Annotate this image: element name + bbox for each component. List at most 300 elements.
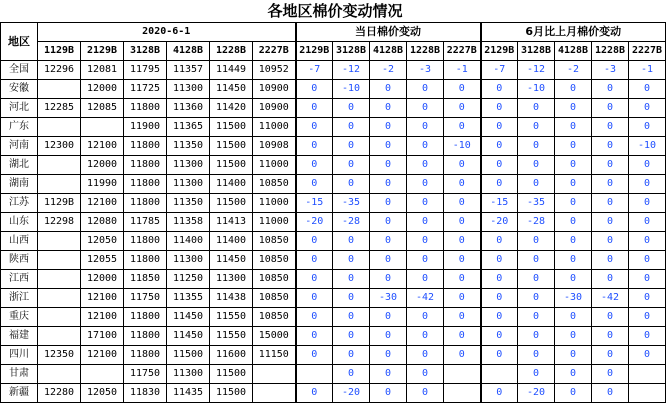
price-cell: 10908 bbox=[253, 137, 296, 156]
monthly-change-cell: 0 bbox=[518, 327, 555, 346]
price-cell: 11300 bbox=[210, 270, 253, 289]
monthly-change-cell: 0 bbox=[555, 384, 592, 403]
price-cell: 12081 bbox=[81, 61, 124, 80]
monthly-change-cell: 0 bbox=[481, 327, 518, 346]
price-cell: 11800 bbox=[124, 346, 167, 365]
monthly-change-cell: 0 bbox=[555, 99, 592, 118]
daily-change-cell: 0 bbox=[407, 251, 444, 270]
price-col-header: 1129B bbox=[38, 42, 81, 61]
daily-change-cell: 0 bbox=[333, 346, 370, 365]
daily-change-cell: 0 bbox=[407, 99, 444, 118]
monthly-change-cell: 0 bbox=[555, 137, 592, 156]
monthly-change-cell: -20 bbox=[518, 384, 555, 403]
price-col-header: 2227B bbox=[253, 42, 296, 61]
price-cell: 10850 bbox=[253, 251, 296, 270]
daily-change-cell: 0 bbox=[333, 289, 370, 308]
price-cell: 11750 bbox=[124, 365, 167, 384]
price-cell: 11725 bbox=[124, 80, 167, 99]
monthly-change-cell: 0 bbox=[481, 80, 518, 99]
price-cell: 11500 bbox=[210, 365, 253, 384]
price-cell bbox=[38, 308, 81, 327]
price-cell: 12285 bbox=[38, 99, 81, 118]
price-cell: 11150 bbox=[253, 346, 296, 365]
price-cell: 11800 bbox=[124, 156, 167, 175]
daily-change-cell: 0 bbox=[333, 365, 370, 384]
monthly-change-cell: 0 bbox=[592, 213, 629, 232]
price-cell: 11350 bbox=[167, 137, 210, 156]
monthly-change-cell: 0 bbox=[592, 384, 629, 403]
daily-change-cell: 0 bbox=[407, 137, 444, 156]
price-cell: 11300 bbox=[167, 251, 210, 270]
price-cell: 11355 bbox=[167, 289, 210, 308]
price-cell: 1129B bbox=[38, 194, 81, 213]
page-title: 各地区棉价变动情况 bbox=[267, 2, 403, 20]
monthly-change-cell: 0 bbox=[518, 118, 555, 137]
daily-change-cell: -28 bbox=[333, 213, 370, 232]
daily-change-cell: -12 bbox=[333, 61, 370, 80]
region-cell: 全国 bbox=[1, 61, 38, 80]
daily-change-cell: 0 bbox=[407, 175, 444, 194]
price-cell: 11795 bbox=[124, 61, 167, 80]
daily-change-cell: 0 bbox=[296, 251, 333, 270]
price-cell bbox=[38, 270, 81, 289]
daily-change-cell: 0 bbox=[444, 213, 481, 232]
region-cell: 陕西 bbox=[1, 251, 38, 270]
monthly-change-cell: 0 bbox=[555, 251, 592, 270]
price-cell: 12080 bbox=[81, 213, 124, 232]
monthly-change-cell: 0 bbox=[518, 99, 555, 118]
monthly-change-cell: 0 bbox=[555, 232, 592, 251]
daily-change-cell: 0 bbox=[444, 308, 481, 327]
table-row bbox=[1, 80, 666, 99]
table-row bbox=[1, 365, 666, 384]
region-cell: 广东 bbox=[1, 118, 38, 137]
daily-col-header: 2129B bbox=[296, 42, 333, 61]
daily-change-cell: 0 bbox=[444, 346, 481, 365]
table-row bbox=[1, 270, 666, 289]
monthly-change-cell: 0 bbox=[518, 365, 555, 384]
price-cell: 12100 bbox=[81, 137, 124, 156]
table-body bbox=[1, 61, 666, 403]
daily-change-cell: 0 bbox=[407, 384, 444, 403]
region-cell: 湖北 bbox=[1, 156, 38, 175]
monthly-col-header: 2227B bbox=[629, 42, 666, 61]
daily-change-cell: -42 bbox=[407, 289, 444, 308]
monthly-change-cell: 0 bbox=[518, 232, 555, 251]
price-col-header: 1228B bbox=[210, 42, 253, 61]
daily-change-cell: 0 bbox=[444, 156, 481, 175]
price-cell: 11500 bbox=[210, 118, 253, 137]
monthly-change-cell: 0 bbox=[592, 346, 629, 365]
monthly-change-cell: 0 bbox=[629, 99, 666, 118]
price-cell: 11300 bbox=[167, 365, 210, 384]
price-cell: 11450 bbox=[210, 251, 253, 270]
table-row bbox=[1, 346, 666, 365]
daily-change-cell: 0 bbox=[407, 327, 444, 346]
monthly-change-cell: -3 bbox=[592, 61, 629, 80]
monthly-change-cell: 0 bbox=[555, 80, 592, 99]
monthly-change-cell: 0 bbox=[555, 270, 592, 289]
monthly-change-cell: 0 bbox=[518, 175, 555, 194]
daily-change-cell: 0 bbox=[296, 270, 333, 289]
daily-change-cell: 0 bbox=[333, 118, 370, 137]
price-col-header: 2129B bbox=[81, 42, 124, 61]
daily-change-cell: 0 bbox=[370, 384, 407, 403]
price-cell: 11300 bbox=[167, 175, 210, 194]
daily-change-cell: 0 bbox=[444, 175, 481, 194]
monthly-change-cell: -1 bbox=[629, 61, 666, 80]
price-cell: 11500 bbox=[210, 194, 253, 213]
daily-change-cell: 0 bbox=[444, 289, 481, 308]
monthly-change-cell: 0 bbox=[592, 156, 629, 175]
region-cell: 甘肃 bbox=[1, 365, 38, 384]
monthly-change-cell: -10 bbox=[629, 137, 666, 156]
price-cell: 11600 bbox=[210, 346, 253, 365]
price-cell: 11420 bbox=[210, 99, 253, 118]
daily-change-cell: 0 bbox=[333, 156, 370, 175]
daily-change-cell: 0 bbox=[370, 213, 407, 232]
monthly-change-cell: 0 bbox=[481, 308, 518, 327]
monthly-change-cell: 0 bbox=[592, 80, 629, 99]
price-cell: 11800 bbox=[124, 251, 167, 270]
price-cell: 11000 bbox=[253, 194, 296, 213]
daily-change-cell: 0 bbox=[407, 194, 444, 213]
price-cell: 12350 bbox=[38, 346, 81, 365]
daily-change-cell: 0 bbox=[296, 118, 333, 137]
price-cell bbox=[38, 175, 81, 194]
daily-change-cell: 0 bbox=[444, 232, 481, 251]
table-row bbox=[1, 118, 666, 137]
daily-change-cell: 0 bbox=[296, 99, 333, 118]
daily-change-cell: 0 bbox=[407, 213, 444, 232]
daily-change-cell: 0 bbox=[370, 251, 407, 270]
daily-change-cell: -3 bbox=[407, 61, 444, 80]
daily-change-cell: 0 bbox=[333, 308, 370, 327]
price-cell: 11000 bbox=[253, 118, 296, 137]
price-col-header: 3128B bbox=[124, 42, 167, 61]
daily-change-cell: 0 bbox=[333, 327, 370, 346]
price-cell: 11438 bbox=[210, 289, 253, 308]
price-cell: 11800 bbox=[124, 137, 167, 156]
price-cell bbox=[38, 232, 81, 251]
price-cell: 11550 bbox=[210, 327, 253, 346]
region-cell: 重庆 bbox=[1, 308, 38, 327]
monthly-change-cell: 0 bbox=[481, 346, 518, 365]
price-cell: 11000 bbox=[253, 156, 296, 175]
price-cell: 17100 bbox=[81, 327, 124, 346]
price-cell: 11450 bbox=[167, 308, 210, 327]
table-row bbox=[1, 213, 666, 232]
daily-change-cell: -7 bbox=[296, 61, 333, 80]
price-cell: 11800 bbox=[124, 308, 167, 327]
price-cell: 11750 bbox=[124, 289, 167, 308]
monthly-change-cell: 0 bbox=[481, 384, 518, 403]
price-cell: 11449 bbox=[210, 61, 253, 80]
monthly-change-cell: 0 bbox=[555, 213, 592, 232]
price-cell bbox=[38, 156, 81, 175]
price-cell: 12000 bbox=[81, 156, 124, 175]
monthly-change-cell: 0 bbox=[555, 308, 592, 327]
monthly-change-cell: 0 bbox=[629, 308, 666, 327]
price-col-header: 4128B bbox=[167, 42, 210, 61]
price-cell: 10850 bbox=[253, 289, 296, 308]
region-cell: 江苏 bbox=[1, 194, 38, 213]
monthly-change-cell: 0 bbox=[592, 175, 629, 194]
price-cell bbox=[38, 80, 81, 99]
region-cell: 新疆 bbox=[1, 384, 38, 403]
price-cell: 11413 bbox=[210, 213, 253, 232]
daily-change-cell: 0 bbox=[370, 308, 407, 327]
daily-change-cell: 0 bbox=[370, 346, 407, 365]
daily-change-cell: 0 bbox=[333, 232, 370, 251]
price-cell: 12050 bbox=[81, 384, 124, 403]
monthly-change-cell: 0 bbox=[518, 270, 555, 289]
region-cell: 浙江 bbox=[1, 289, 38, 308]
monthly-change-cell: 0 bbox=[481, 118, 518, 137]
table-row bbox=[1, 137, 666, 156]
daily-change-cell: 0 bbox=[444, 118, 481, 137]
monthly-change-cell: -35 bbox=[518, 194, 555, 213]
daily-change-cell: 0 bbox=[444, 270, 481, 289]
daily-change-cell: 0 bbox=[296, 232, 333, 251]
region-cell: 福建 bbox=[1, 327, 38, 346]
daily-change-cell: 0 bbox=[370, 327, 407, 346]
monthly-change-cell: 0 bbox=[592, 137, 629, 156]
price-cell: 11250 bbox=[167, 270, 210, 289]
price-cell: 12300 bbox=[38, 137, 81, 156]
monthly-change-group-header: 6月比上月棉价变动 bbox=[481, 23, 666, 42]
price-cell: 10850 bbox=[253, 175, 296, 194]
price-cell bbox=[38, 365, 81, 384]
monthly-col-header: 4128B bbox=[555, 42, 592, 61]
daily-change-cell: 0 bbox=[370, 80, 407, 99]
price-cell: 11500 bbox=[167, 346, 210, 365]
monthly-change-cell bbox=[481, 365, 518, 384]
monthly-change-cell: 0 bbox=[629, 270, 666, 289]
price-cell: 11800 bbox=[124, 232, 167, 251]
price-cell: 11400 bbox=[210, 175, 253, 194]
price-cell: 15000 bbox=[253, 327, 296, 346]
daily-change-cell: 0 bbox=[407, 156, 444, 175]
daily-change-cell: 0 bbox=[333, 99, 370, 118]
monthly-change-cell: 0 bbox=[629, 327, 666, 346]
daily-change-cell: 0 bbox=[444, 327, 481, 346]
daily-change-cell: 0 bbox=[444, 194, 481, 213]
daily-change-cell: 0 bbox=[333, 137, 370, 156]
table-row bbox=[1, 232, 666, 251]
monthly-change-cell: 0 bbox=[481, 175, 518, 194]
price-cell bbox=[38, 251, 81, 270]
daily-change-cell: 0 bbox=[370, 137, 407, 156]
daily-col-header: 2227B bbox=[444, 42, 481, 61]
table-row bbox=[1, 175, 666, 194]
table-row bbox=[1, 327, 666, 346]
daily-change-cell: 0 bbox=[296, 80, 333, 99]
daily-change-cell bbox=[296, 365, 333, 384]
daily-change-cell: 0 bbox=[296, 327, 333, 346]
daily-change-cell: 0 bbox=[370, 175, 407, 194]
price-cell bbox=[38, 118, 81, 137]
daily-change-cell: -1 bbox=[444, 61, 481, 80]
monthly-change-cell: 0 bbox=[481, 99, 518, 118]
monthly-col-header: 1228B bbox=[592, 42, 629, 61]
monthly-change-cell: 0 bbox=[629, 251, 666, 270]
price-cell: 11450 bbox=[167, 327, 210, 346]
header-row-groups bbox=[1, 23, 666, 42]
price-cell: 11500 bbox=[210, 384, 253, 403]
region-cell: 江西 bbox=[1, 270, 38, 289]
daily-change-cell: 0 bbox=[296, 289, 333, 308]
daily-change-cell: -20 bbox=[333, 384, 370, 403]
daily-change-cell: 0 bbox=[407, 365, 444, 384]
monthly-change-cell: 0 bbox=[481, 232, 518, 251]
daily-change-cell: 0 bbox=[333, 175, 370, 194]
table-row bbox=[1, 251, 666, 270]
monthly-change-cell: 0 bbox=[592, 327, 629, 346]
monthly-change-cell: -10 bbox=[518, 80, 555, 99]
daily-change-cell: 0 bbox=[370, 194, 407, 213]
monthly-change-cell: 0 bbox=[555, 327, 592, 346]
price-cell bbox=[38, 327, 81, 346]
price-cell: 11400 bbox=[167, 232, 210, 251]
daily-change-cell: 0 bbox=[407, 232, 444, 251]
daily-change-cell: -20 bbox=[296, 213, 333, 232]
monthly-change-cell: -42 bbox=[592, 289, 629, 308]
monthly-change-cell: 0 bbox=[629, 346, 666, 365]
price-cell: 10900 bbox=[253, 80, 296, 99]
daily-change-cell: 0 bbox=[407, 270, 444, 289]
price-cell: 12050 bbox=[81, 232, 124, 251]
daily-change-cell: -35 bbox=[333, 194, 370, 213]
monthly-change-cell: 0 bbox=[481, 251, 518, 270]
monthly-change-cell: -30 bbox=[555, 289, 592, 308]
price-cell: 10952 bbox=[253, 61, 296, 80]
price-cell: 11990 bbox=[81, 175, 124, 194]
price-cell: 12296 bbox=[38, 61, 81, 80]
daily-change-cell: 0 bbox=[370, 118, 407, 137]
monthly-change-cell: 0 bbox=[629, 232, 666, 251]
daily-change-cell: 0 bbox=[370, 232, 407, 251]
price-cell: 11300 bbox=[167, 80, 210, 99]
price-cell: 11358 bbox=[167, 213, 210, 232]
daily-col-header: 1228B bbox=[407, 42, 444, 61]
monthly-change-cell: 0 bbox=[629, 213, 666, 232]
monthly-change-cell: 0 bbox=[555, 175, 592, 194]
price-cell: 11800 bbox=[124, 194, 167, 213]
monthly-change-cell: 0 bbox=[518, 289, 555, 308]
monthly-change-cell: 0 bbox=[629, 118, 666, 137]
monthly-change-cell: 0 bbox=[518, 137, 555, 156]
price-cell: 11357 bbox=[167, 61, 210, 80]
price-cell: 11800 bbox=[124, 99, 167, 118]
table-row bbox=[1, 308, 666, 327]
price-cell: 11800 bbox=[124, 175, 167, 194]
monthly-change-cell: 0 bbox=[629, 156, 666, 175]
daily-change-cell: 0 bbox=[370, 365, 407, 384]
date-group-header: 2020-6-1 bbox=[38, 23, 296, 42]
daily-change-cell: 0 bbox=[333, 251, 370, 270]
price-cell: 11800 bbox=[124, 327, 167, 346]
monthly-change-cell: -28 bbox=[518, 213, 555, 232]
price-cell: 11400 bbox=[210, 232, 253, 251]
monthly-change-cell: -20 bbox=[481, 213, 518, 232]
region-cell: 安徽 bbox=[1, 80, 38, 99]
price-cell: 11500 bbox=[210, 137, 253, 156]
daily-change-cell: 0 bbox=[296, 346, 333, 365]
daily-change-cell: 0 bbox=[444, 99, 481, 118]
table-row bbox=[1, 156, 666, 175]
region-cell: 山东 bbox=[1, 213, 38, 232]
daily-col-header: 4128B bbox=[370, 42, 407, 61]
table-row bbox=[1, 61, 666, 80]
region-cell: 河南 bbox=[1, 137, 38, 156]
monthly-change-cell: -2 bbox=[555, 61, 592, 80]
price-cell bbox=[81, 365, 124, 384]
daily-change-cell: -10 bbox=[444, 137, 481, 156]
price-cell: 11500 bbox=[210, 156, 253, 175]
monthly-change-cell: 0 bbox=[481, 289, 518, 308]
price-cell: 12000 bbox=[81, 270, 124, 289]
daily-change-cell: 0 bbox=[296, 175, 333, 194]
price-cell: 11785 bbox=[124, 213, 167, 232]
monthly-change-cell: 0 bbox=[629, 175, 666, 194]
region-cell: 湖南 bbox=[1, 175, 38, 194]
daily-change-cell: 0 bbox=[333, 270, 370, 289]
monthly-change-cell: 0 bbox=[629, 289, 666, 308]
monthly-change-cell: 0 bbox=[518, 251, 555, 270]
monthly-change-cell: 0 bbox=[518, 156, 555, 175]
price-cell: 12280 bbox=[38, 384, 81, 403]
monthly-change-cell: 0 bbox=[555, 156, 592, 175]
monthly-change-cell: 0 bbox=[629, 194, 666, 213]
price-cell bbox=[253, 365, 296, 384]
daily-change-cell: -30 bbox=[370, 289, 407, 308]
daily-col-header: 3128B bbox=[333, 42, 370, 61]
daily-change-cell: 0 bbox=[370, 156, 407, 175]
daily-change-cell: 0 bbox=[296, 137, 333, 156]
monthly-change-cell: 0 bbox=[481, 156, 518, 175]
daily-change-cell: -10 bbox=[333, 80, 370, 99]
monthly-change-cell: 0 bbox=[592, 251, 629, 270]
monthly-change-cell: 0 bbox=[629, 80, 666, 99]
monthly-change-cell: -7 bbox=[481, 61, 518, 80]
price-cell: 12100 bbox=[81, 308, 124, 327]
monthly-change-cell: 0 bbox=[481, 137, 518, 156]
table-row bbox=[1, 289, 666, 308]
region-cell: 四川 bbox=[1, 346, 38, 365]
daily-change-cell: 0 bbox=[444, 80, 481, 99]
price-cell: 10900 bbox=[253, 99, 296, 118]
daily-change-cell: 0 bbox=[370, 99, 407, 118]
daily-change-cell: 0 bbox=[296, 156, 333, 175]
price-cell: 12100 bbox=[81, 194, 124, 213]
price-cell: 11000 bbox=[253, 213, 296, 232]
monthly-change-cell: 0 bbox=[592, 308, 629, 327]
daily-change-cell: 0 bbox=[296, 308, 333, 327]
price-cell: 10850 bbox=[253, 232, 296, 251]
daily-change-group-header: 当日棉价变动 bbox=[296, 23, 481, 42]
price-cell: 12055 bbox=[81, 251, 124, 270]
monthly-change-cell: -15 bbox=[481, 194, 518, 213]
monthly-change-cell: 0 bbox=[555, 194, 592, 213]
price-cell: 10850 bbox=[253, 308, 296, 327]
region-cell: 山西 bbox=[1, 232, 38, 251]
price-cell: 11830 bbox=[124, 384, 167, 403]
price-cell: 11550 bbox=[210, 308, 253, 327]
price-cell: 12000 bbox=[81, 80, 124, 99]
monthly-change-cell: 0 bbox=[592, 194, 629, 213]
price-cell: 12100 bbox=[81, 346, 124, 365]
